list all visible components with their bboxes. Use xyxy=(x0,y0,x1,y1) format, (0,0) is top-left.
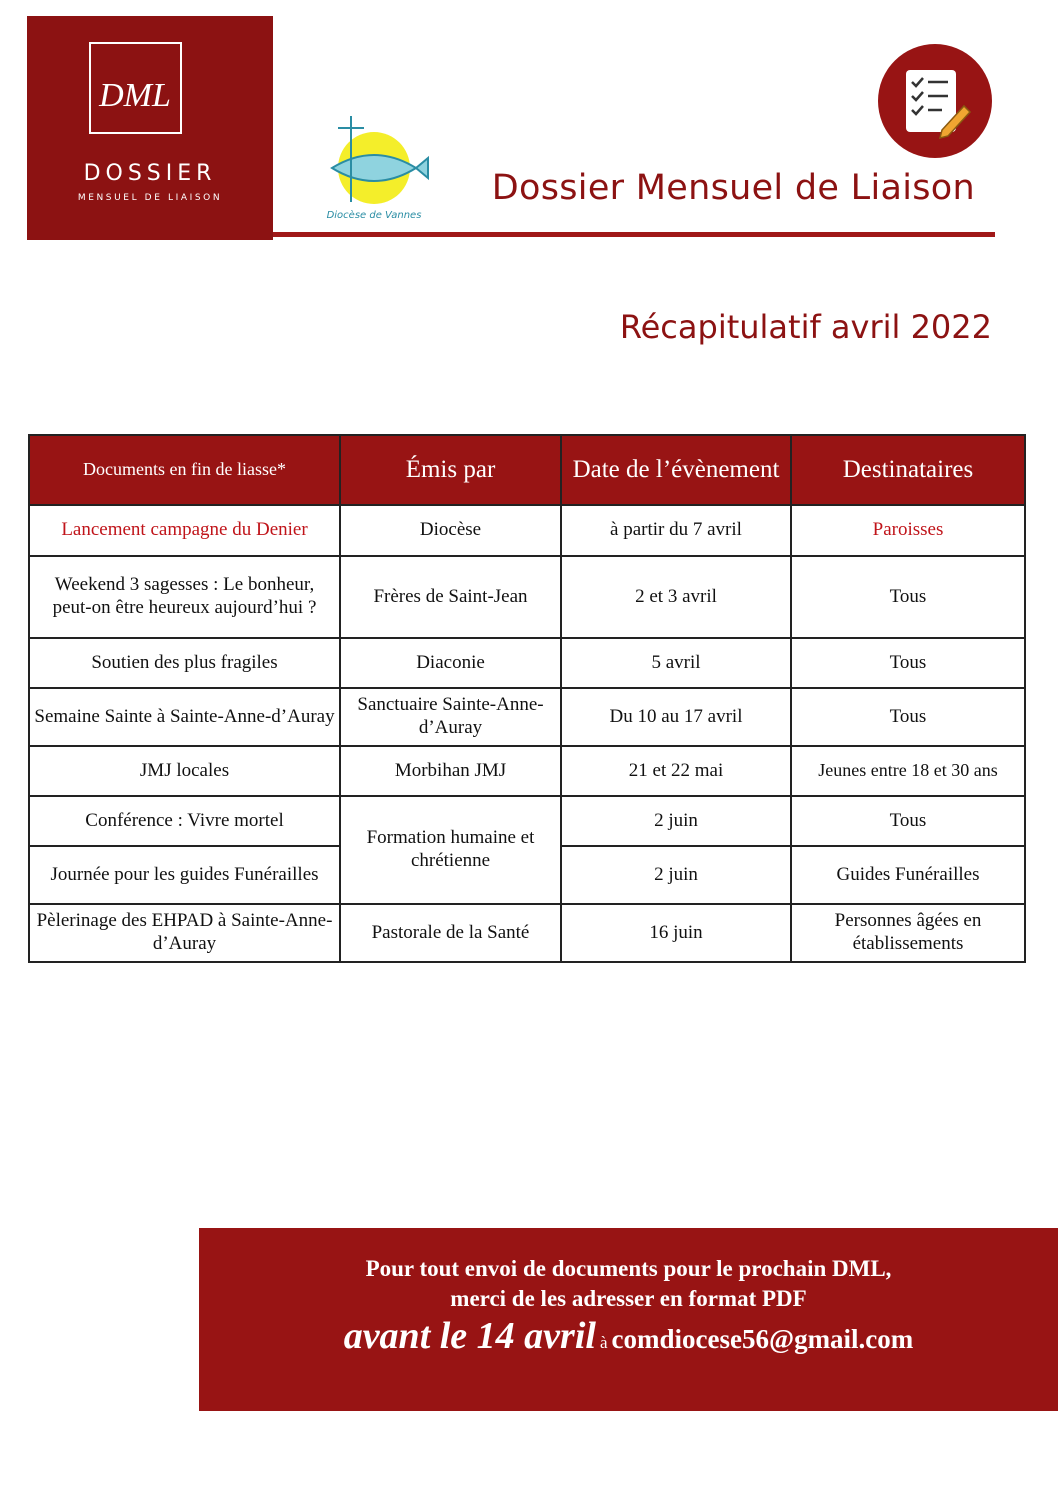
cell-date: 16 juin xyxy=(561,904,791,962)
recap-table xyxy=(28,434,1026,963)
dml-logo xyxy=(27,16,273,240)
cell-document: JMJ locales xyxy=(29,746,340,796)
deadline-text: avant le 14 avril xyxy=(343,1315,596,1357)
table-row xyxy=(29,556,1025,638)
dml-logo-word: DOSSIER xyxy=(83,161,217,186)
logo-fish-tail xyxy=(416,158,428,178)
cell-document: Semaine Sainte à Sainte-Anne-d’Auray xyxy=(29,688,340,746)
cell-emis: Pastorale de la Santé xyxy=(340,904,561,962)
cell-emis: Formation humaine et chrétienne xyxy=(340,796,561,904)
cell-dest: Tous xyxy=(791,688,1025,746)
cell-dest: Paroisses xyxy=(791,505,1025,556)
cell-document: Pèlerinage des EHPAD à Sainte-Anne-d’Auray xyxy=(29,904,340,962)
cell-document: Lancement campagne du Denier xyxy=(29,505,340,556)
table-header-row xyxy=(29,435,1025,505)
deadline-connector: à xyxy=(599,1333,608,1352)
cell-dest: Tous xyxy=(791,556,1025,638)
dml-monogram-frame xyxy=(89,42,182,134)
diocese-logo-label: Diocèse de Vannes xyxy=(326,210,422,221)
table-row xyxy=(29,638,1025,688)
cell-date: à partir du 7 avril xyxy=(561,505,791,556)
cell-date: 2 juin xyxy=(561,846,791,904)
header-title: Dossier Mensuel de Liaison xyxy=(491,168,975,208)
dml-logo-subtitle: MENSUEL DE LIAISON xyxy=(77,193,223,203)
table-row xyxy=(29,796,1025,846)
cell-document: Weekend 3 sagesses : Le bonheur, peut-on être heureux aujourd’hui ? xyxy=(29,556,340,638)
submission-notice xyxy=(199,1228,1058,1411)
cell-dest: Tous xyxy=(791,638,1025,688)
col-header-destinataires: Destinataires xyxy=(791,435,1025,505)
recap-title: Récapitulatif avril 2022 xyxy=(619,308,992,346)
cell-emis: Sanctuaire Sainte-Anne-d’Auray xyxy=(340,688,561,746)
table-row xyxy=(29,688,1025,746)
contact-email[interactable]: comdiocese56@gmail.com xyxy=(611,1324,914,1354)
cell-document: Soutien des plus fragiles xyxy=(29,638,340,688)
notice-line-1: Pour tout envoi de documents pour le prochain DML, xyxy=(365,1256,892,1281)
notice-deadline-line xyxy=(199,1314,1058,1358)
cell-dest: Tous xyxy=(791,796,1025,846)
cell-date: 2 et 3 avril xyxy=(561,556,791,638)
header-divider xyxy=(273,232,995,237)
cell-date: 5 avril xyxy=(561,638,791,688)
cell-dest: Jeunes entre 18 et 30 ans xyxy=(791,746,1025,796)
cell-emis: Diocèse xyxy=(340,505,561,556)
cell-document: Journée pour les guides Funérailles xyxy=(29,846,340,904)
svg-text:DML: DML xyxy=(99,77,171,114)
col-header-emis-par: Émis par xyxy=(340,435,561,505)
cell-dest: Personnes âgées en établissements xyxy=(791,904,1025,962)
notice-line-2: merci de les adresser en format PDF xyxy=(450,1286,807,1311)
table-row xyxy=(29,746,1025,796)
cell-date: Du 10 au 17 avril xyxy=(561,688,791,746)
dml-monogram xyxy=(91,44,180,132)
cell-date: 2 juin xyxy=(561,796,791,846)
cell-emis: Frères de Saint-Jean xyxy=(340,556,561,638)
cell-dest: Guides Funérailles xyxy=(791,846,1025,904)
cell-date: 21 et 22 mai xyxy=(561,746,791,796)
cell-emis: Diaconie xyxy=(340,638,561,688)
col-header-documents: Documents en fin de liasse* xyxy=(29,435,340,505)
cell-emis: Morbihan JMJ xyxy=(340,746,561,796)
checklist-icon xyxy=(876,44,994,158)
cell-document: Conférence : Vivre mortel xyxy=(29,796,340,846)
table-row xyxy=(29,904,1025,962)
col-header-date: Date de l’évènement xyxy=(561,435,791,505)
table-row xyxy=(29,505,1025,556)
